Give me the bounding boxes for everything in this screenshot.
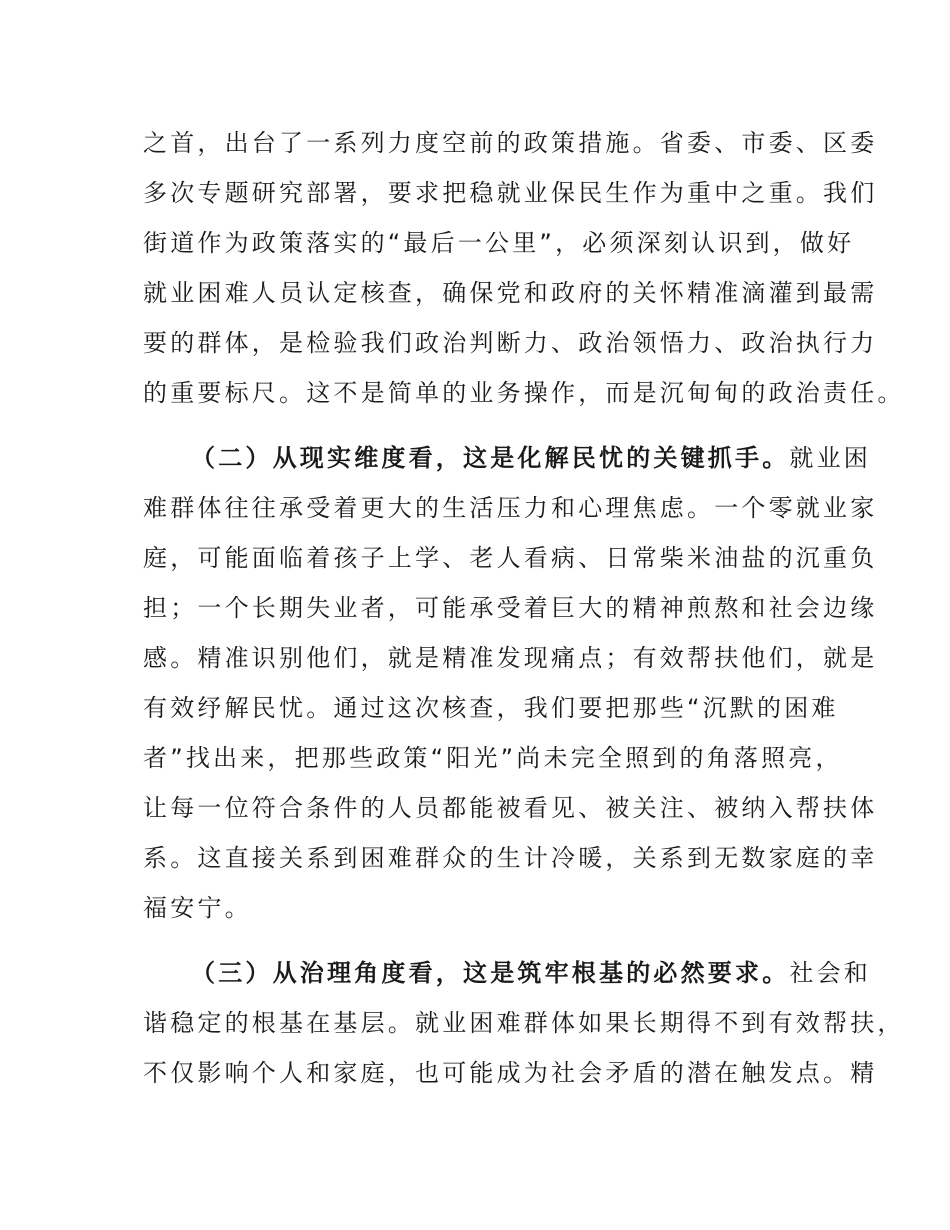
body-text-line: 有效纾解民忧。通过这次核查，我们要把那些“沉默的困难 <box>143 694 839 722</box>
body-text-line: 不仅影响个人和家庭，也可能成为社会矛盾的潜在触发点。精 <box>143 1059 878 1087</box>
body-text-line: 担；一个长期失业者，可能承受着巨大的精神煎熬和社会边缘 <box>143 594 878 622</box>
body-text-line: 让每一位符合条件的人员都能被看见、被关注、被纳入帮扶体 <box>143 794 878 822</box>
body-text-line: 系。这直接关系到困难群众的生计冷暖，关系到无数家庭的幸 <box>143 844 878 872</box>
body-text: 社会和 <box>789 959 872 987</box>
body-text: 就业困 <box>789 444 872 472</box>
body-text-line: 的重要标尺。这不是简单的业务操作，而是沉甸甸的政治责任。 <box>143 379 905 407</box>
body-text-line: 庭，可能面临着孩子上学、老人看病、日常柴米油盐的沉重负 <box>143 544 878 572</box>
paragraph-first-line <box>191 441 871 475</box>
body-text-line: 谐稳定的根基在基层。就业困难群体如果长期得不到有效帮扶， <box>143 1009 905 1037</box>
body-text-line: 者”找出来，把那些政策“阳光”尚未完全照到的角落照亮， <box>143 744 843 772</box>
body-text-line: 感。精准识别他们，就是精准发现痛点；有效帮扶他们，就是 <box>143 644 878 672</box>
paragraph-first-line <box>191 956 871 990</box>
body-text-line: 难群体往往承受着更大的生活压力和心理焦虑。一个零就业家 <box>143 494 878 522</box>
body-text-line: 就业困难人员认定核查，确保党和政府的关怀精准滴灌到最需 <box>143 279 878 307</box>
section-heading: （二）从现实维度看，这是化解民忧的关键抓手。 <box>191 444 790 472</box>
body-text-line: 街道作为政策落实的“最后一公里”，必须深刻认识到，做好 <box>143 229 855 257</box>
body-text-line: 多次专题研究部署，要求把稳就业保民生作为重中之重。我们 <box>143 179 878 207</box>
section-heading: （三）从治理角度看，这是筑牢根基的必然要求。 <box>191 959 790 987</box>
body-text-line: 福安宁。 <box>143 894 252 922</box>
body-text-line: 要的群体，是检验我们政治判断力、政治领悟力、政治执行力 <box>143 329 878 357</box>
body-text-line: 之首，出台了一系列力度空前的政策措施。省委、市委、区委 <box>143 129 878 157</box>
